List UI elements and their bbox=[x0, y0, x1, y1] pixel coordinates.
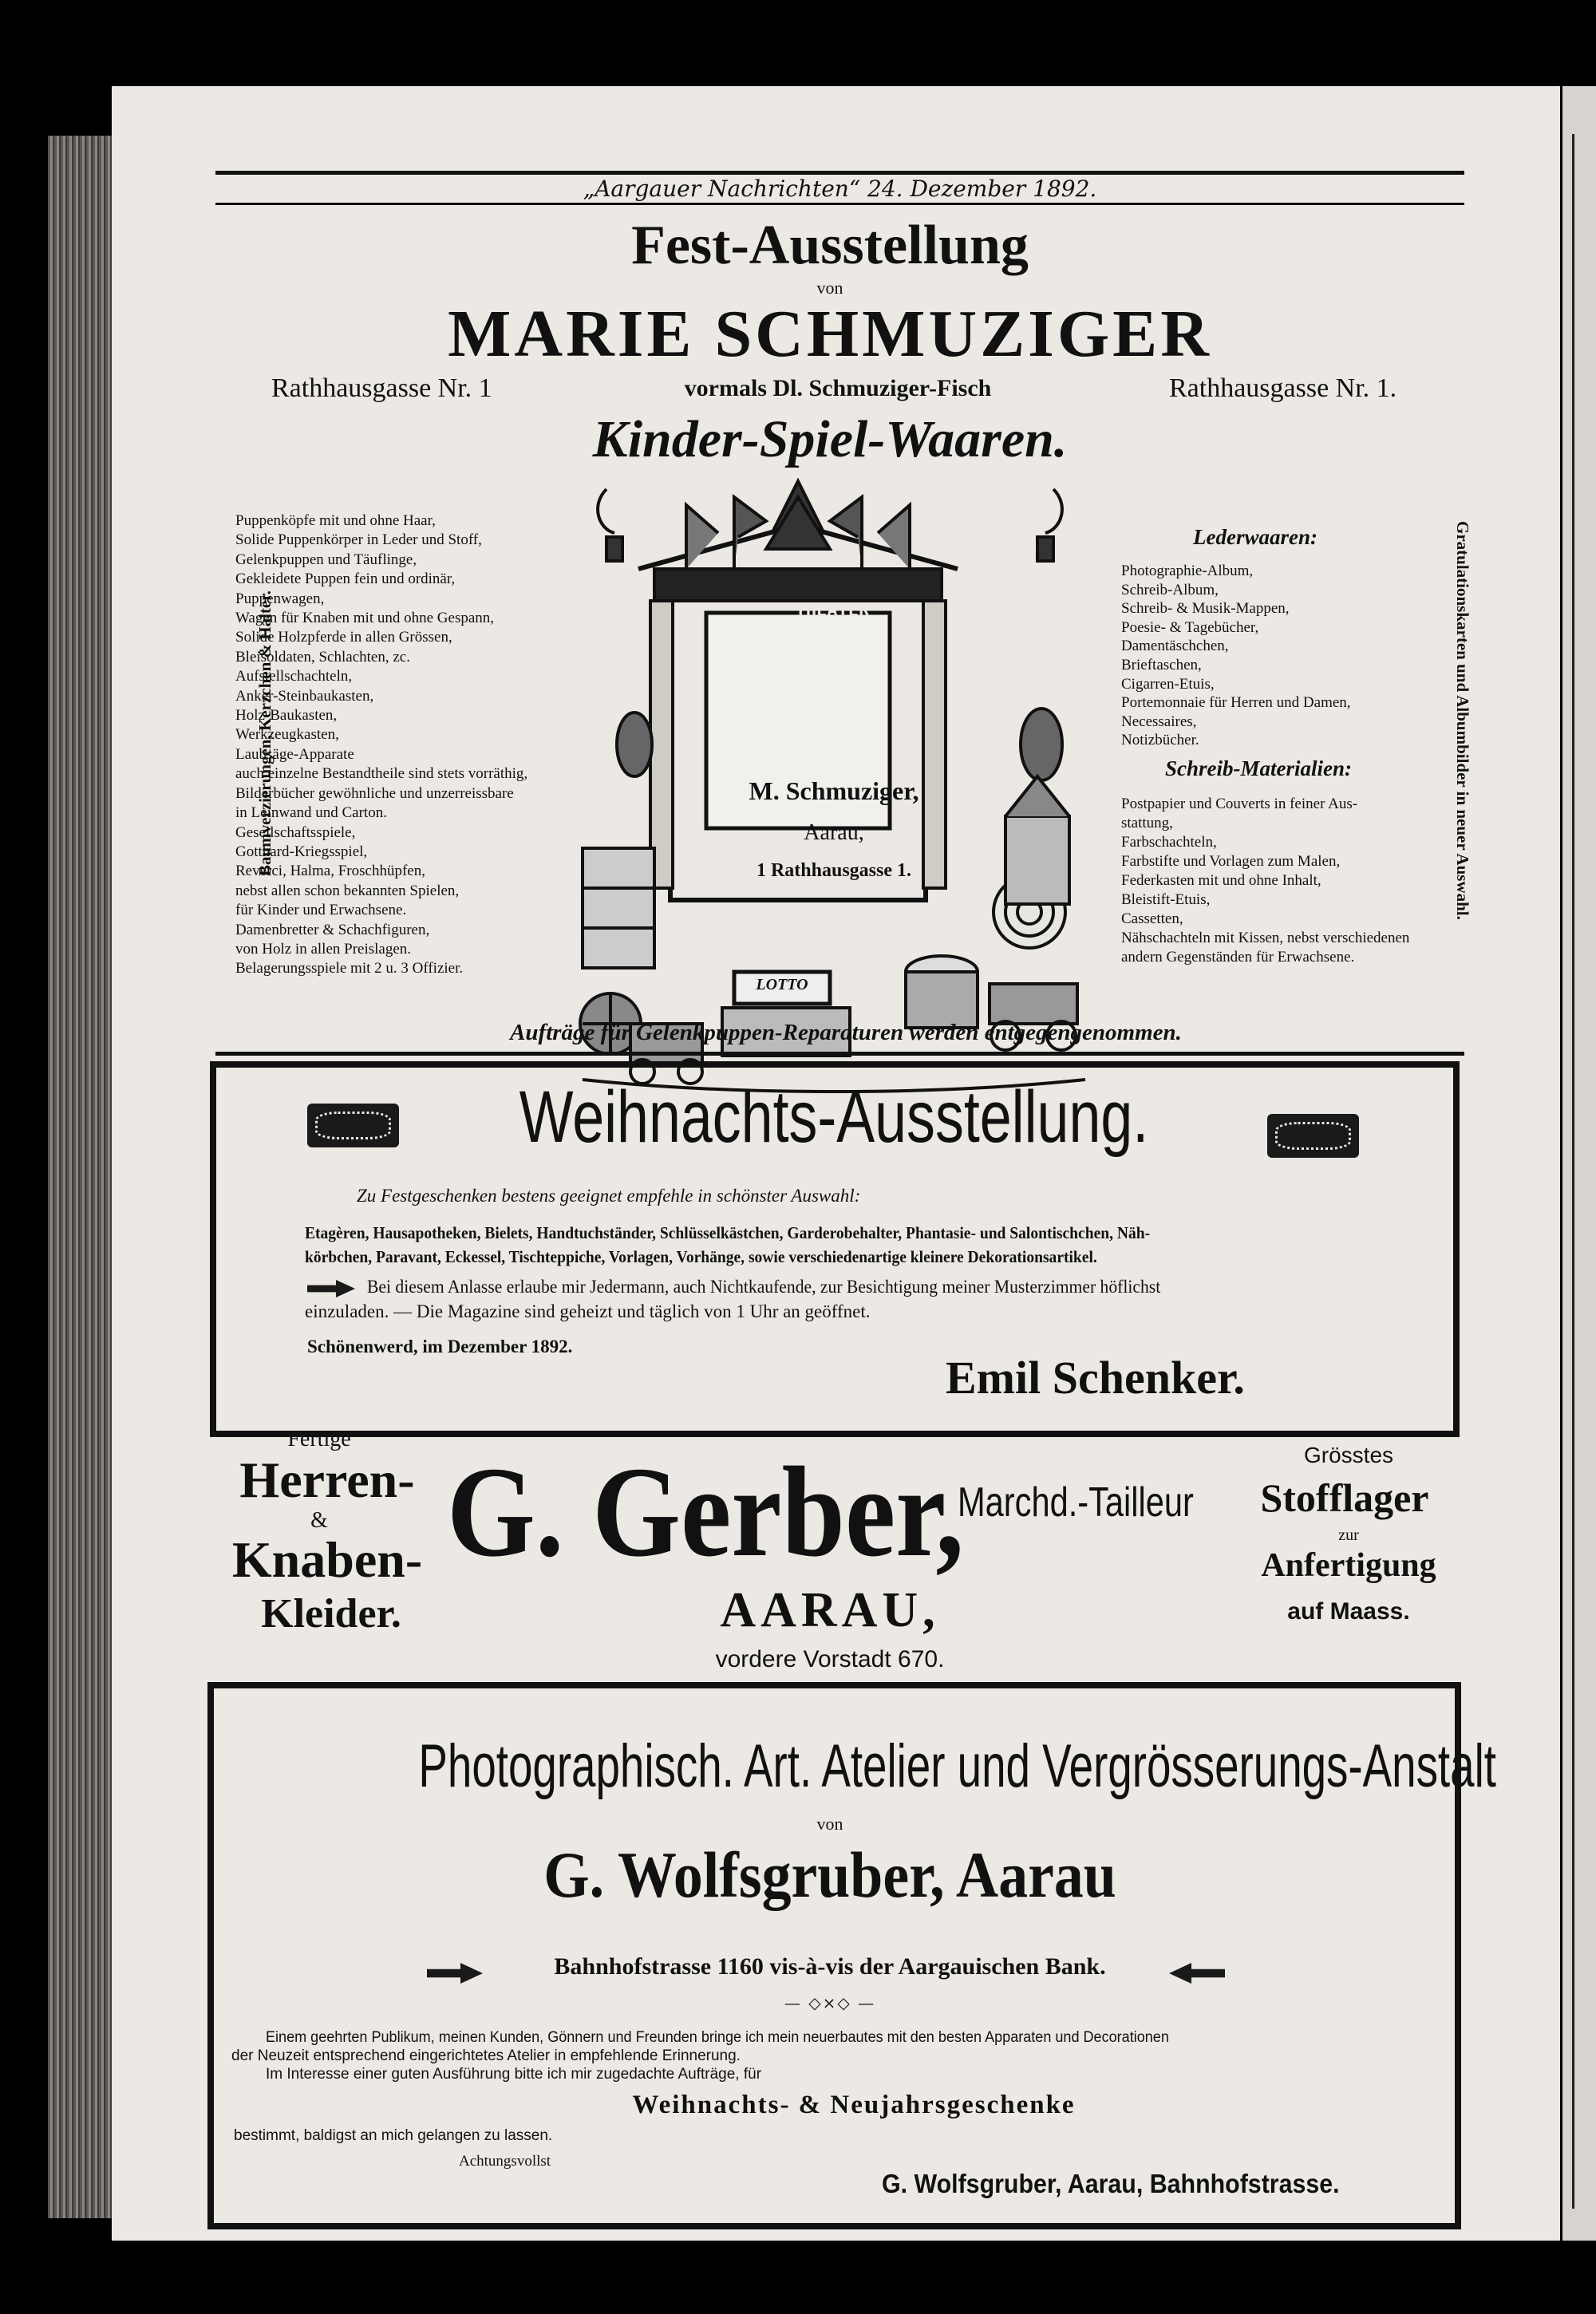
ad3-trade: Marchd.-Tailleur bbox=[958, 1479, 1194, 1526]
ad1-von: von bbox=[816, 278, 843, 298]
toy-list-item: Holz-Baukasten, bbox=[235, 707, 338, 725]
writing-materials-item: Federkasten mit und ohne Inhalt, bbox=[1121, 872, 1321, 889]
ad3-maass: auf Maass. bbox=[1287, 1598, 1410, 1625]
ad4-signature: G. Wolfsgruber, Aarau, Bahnhofstrasse. bbox=[882, 2169, 1340, 2198]
writing-materials-item: andern Gegenständen für Erwachsene. bbox=[1121, 949, 1355, 965]
ad1-address-right: Rathhausgasse Nr. 1. bbox=[1169, 373, 1397, 403]
ad2-ornament-left bbox=[307, 1104, 399, 1147]
leather-goods-item: Notizbücher. bbox=[1121, 732, 1199, 749]
toy-list-item: in Leinwand und Carton. bbox=[235, 804, 387, 822]
toy-list-item: auch einzelne Bestandtheile sind stets vorräthig, bbox=[235, 765, 528, 783]
ad4-address: Bahnhofstrasse 1160 vis-à-vis der Aargauischen Bank. bbox=[554, 1953, 1106, 1980]
toy-list-item: Damenbretter & Schachfiguren, bbox=[235, 921, 430, 938]
ad2-ornament-right bbox=[1267, 1114, 1359, 1158]
leather-goods-item: Cigarren-Etuis, bbox=[1121, 675, 1215, 693]
ad3-address: vordere Vorstadt 670. bbox=[715, 1646, 945, 1672]
ad3-fertige: Fertige bbox=[287, 1427, 351, 1451]
ad2-line-2: Etagèren, Hausapotheken, Bielets, Handtuchständer, Schlüsselkästchen, Garderobehalter, Phantasie- und Salontischchen, Näh- bbox=[305, 1223, 1151, 1242]
leather-goods-item: Portemonnaie für Herren und Damen, bbox=[1121, 694, 1351, 712]
ad2-line-4: Bei diesem Anlasse erlaube mir Jedermann, auch Nichtkaufende, zur Besichtigung meiner Musterzimmer höflichst bbox=[367, 1277, 1161, 1297]
header-bottom-rule bbox=[215, 203, 1464, 205]
ad3-groesstes: Grösstes bbox=[1303, 1443, 1394, 1467]
ad2-place-date: Schönenwerd, im Dezember 1892. bbox=[307, 1337, 573, 1356]
ad4-name: G. Wolfsgruber, Aarau bbox=[543, 1838, 1116, 1911]
ad3-ampersand: & bbox=[310, 1508, 328, 1533]
theater-sign-city: Aarau, bbox=[804, 820, 864, 845]
theater-sign-address: 1 Rathhausgasse 1. bbox=[756, 860, 912, 881]
leather-goods-item: Necessaires, bbox=[1121, 713, 1197, 730]
leather-goods-item: Damentäschchen, bbox=[1121, 638, 1229, 655]
toy-list-item: Puppenköpfe mit und ohne Haar, bbox=[235, 512, 436, 529]
toy-list-item: Solide Holzpferde in allen Grössen, bbox=[235, 629, 452, 646]
toy-list-item: Gesellschaftsspiele, bbox=[235, 823, 356, 841]
ad1-formerly: vormals Dl. Schmuziger-Fisch bbox=[684, 375, 992, 401]
ad1-footer: Aufträge für Gelenkpuppen-Reparaturen werden entgegengenommen. bbox=[510, 1020, 1182, 1045]
ad2-line-3: körbchen, Paravant, Eckessel, Tischteppiche, Vorlagen, Vorhänge, sowie verschiedenartige kleinere Dekorationsartikel. bbox=[305, 1247, 1097, 1266]
ad1-right-list-leather bbox=[1121, 562, 1496, 750]
writing-materials-item: Cassetten, bbox=[1121, 910, 1183, 927]
ad1-name: MARIE SCHMUZIGER bbox=[448, 297, 1212, 371]
ad1-right-vertical-text: Gratulationskarten und Albumbilder in neuer Auswahl. bbox=[1453, 521, 1472, 920]
ad1-right-list-writing bbox=[1121, 795, 1504, 967]
ad4-body-4: bestimmt, baldigst an mich gelangen zu lassen. bbox=[234, 2127, 553, 2144]
ad4-body-1: Einem geehrten Publikum, meinen Kunden, Gönnern und Freunden bringe ich mein neuerbautes mit den besten Apparaten und Decorationen bbox=[266, 2029, 1169, 2046]
ad2-line-5: einzuladen. — Die Magazine sind geheizt und täglich von 1 Uhr an geöffnet. bbox=[305, 1301, 871, 1321]
toy-list-item: für Kinder und Erwachsene. bbox=[235, 902, 407, 919]
writing-materials-item: Bleistift-Etuis, bbox=[1121, 891, 1211, 908]
leather-goods-item: Poesie- & Tagebücher, bbox=[1121, 618, 1259, 636]
ad3-zur: zur bbox=[1338, 1526, 1359, 1544]
leather-goods-item: Brieftaschen, bbox=[1121, 656, 1202, 673]
toy-list-item: Reverci, Halma, Froschhüpfen, bbox=[235, 863, 425, 880]
ad4-title: Photographisch. Art. Atelier und Vergrösserungs-Anstalt bbox=[418, 1732, 1496, 1800]
toy-list-item: Laubsäge-Apparate bbox=[235, 745, 354, 763]
toy-list-item: Solide Puppenkörper in Leder und Stoff, bbox=[235, 531, 482, 549]
ad4-body-3: Im Interesse einer guten Ausführung bitte ich mir zugedachte Aufträge, für bbox=[266, 2066, 762, 2083]
leather-goods-item: Schreib-Album, bbox=[1121, 581, 1219, 598]
ad4-occasion: Weihnachts- & Neujahrsgeschenke bbox=[632, 2091, 1076, 2119]
ad4-body-2: der Neuzeit entsprechend eingerichtetes Atelier in empfehlende Erinnerung. bbox=[231, 2047, 741, 2064]
ad1-bottom-rule bbox=[215, 1052, 1464, 1056]
ad3-stofflager: Stofflager bbox=[1260, 1475, 1429, 1520]
ad4-von: von bbox=[816, 1814, 843, 1834]
writing-materials-item: Nähschachteln mit Kissen, nebst verschiedenen bbox=[1121, 930, 1410, 946]
ad3-anfertigung: Anfertigung bbox=[1261, 1547, 1436, 1584]
writing-materials-item: Postpapier und Couverts in feiner Aus- bbox=[1121, 796, 1358, 812]
toy-list-item: Gotthard-Kriegsspiel, bbox=[235, 843, 368, 860]
toy-list-item: Wagen für Knaben mit und ohne Gespann, bbox=[235, 610, 495, 627]
ad2-line-1: Zu Festgeschenken bestens geeignet empfehle in schönster Auswahl: bbox=[357, 1186, 861, 1206]
leather-goods-item: Schreib- & Musik-Mappen, bbox=[1121, 600, 1290, 618]
ad1-subtitle: Kinder-Spiel-Waaren. bbox=[592, 410, 1068, 468]
leather-goods-item: Photographie-Album, bbox=[1121, 563, 1254, 579]
writing-materials-item: Farbschachteln, bbox=[1121, 834, 1217, 851]
toy-list-item: nebst allen schon bekannten Spielen, bbox=[235, 882, 460, 899]
ad2-title: Weihnachts-Ausstellung. bbox=[519, 1076, 1149, 1158]
toy-list-item: Aufstellschachteln, bbox=[235, 668, 353, 685]
toy-list-item: Puppenwagen, bbox=[235, 590, 325, 607]
newspaper-page bbox=[112, 86, 1560, 2241]
toy-list-item: von Holz in allen Preislagen. bbox=[235, 940, 412, 958]
ad2-signature: Emil Schenker. bbox=[946, 1352, 1245, 1404]
ad3-knaben: Knaben- bbox=[231, 1531, 423, 1588]
toy-list-item: Bleisoldaten, Schlachten, zc. bbox=[235, 648, 410, 665]
ad1-right-heading-writing: Schreib-Materialien: bbox=[1165, 756, 1352, 780]
writing-materials-item: Farbstifte und Vorlagen zum Malen, bbox=[1121, 853, 1341, 870]
ad3-herren: Herren- bbox=[239, 1451, 415, 1508]
theater-label: THEATER bbox=[795, 601, 870, 621]
toy-list-item: Anker-Steinbaukasten, bbox=[235, 687, 374, 705]
ad1-left-list bbox=[235, 511, 571, 979]
toy-list-item: Gelenkpuppen und Täuflinge, bbox=[235, 551, 417, 568]
ad1-title: Fest-Ausstellung bbox=[631, 215, 1029, 276]
ad1-address-left: Rathhausgasse Nr. 1 bbox=[271, 373, 492, 403]
writing-materials-item: stattung, bbox=[1121, 815, 1173, 831]
toy-list-item: Belagerungsspiele mit 2 u. 3 Offizier. bbox=[235, 960, 464, 977]
lotto-box-label: LOTTO bbox=[756, 976, 808, 993]
book-spine-edge bbox=[48, 136, 112, 2218]
header-top-rule bbox=[215, 171, 1464, 175]
theater-sign-name: M. Schmuziger, bbox=[749, 776, 919, 805]
ad3-name: G. Gerber, bbox=[447, 1441, 964, 1584]
ad1-left-vertical-text: Baumverzierungen, Kerzchen & Halter. bbox=[255, 590, 275, 876]
header-dateline: „Aargauer Nachrichten“ 24. Dezember 1892. bbox=[583, 176, 1097, 202]
ad3-city: AARAU, bbox=[720, 1583, 940, 1637]
toy-list-item: Gekleidete Puppen fein und ordinär, bbox=[235, 571, 456, 588]
ad4-closing: Achtungsvollst bbox=[459, 2153, 551, 2170]
toy-list-item: Bilderbücher gewöhnliche und unzerreissbare bbox=[235, 784, 514, 802]
ad4-divider-ornament: — ◇×◇ — bbox=[784, 1993, 876, 2012]
facing-page-edge bbox=[1562, 86, 1596, 2241]
toy-list-item: Werkzeugkasten, bbox=[235, 726, 339, 744]
ad1-right-heading-leather: Lederwaaren: bbox=[1193, 525, 1317, 549]
ad3-kleider: Kleider. bbox=[261, 1591, 401, 1637]
